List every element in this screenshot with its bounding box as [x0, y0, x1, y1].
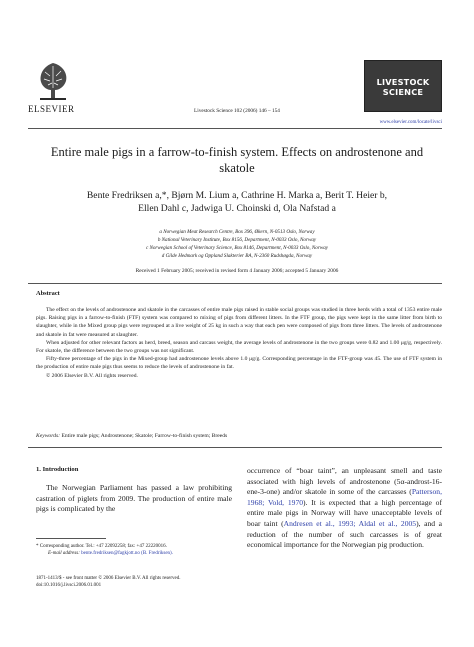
journal-brand-logo [364, 60, 442, 112]
elsevier-tree-logo [36, 60, 70, 102]
footnote-corresponding: * Corresponding author. Tel.: +47 22092258; fax: +47 22220016. [36, 544, 167, 549]
keywords-list: Entire male pigs; Androstenone; Skatole; Farrow-to-finish system; Breeds [61, 433, 228, 439]
affiliation-c: c Norwegian School of Veterinary Science, Box 8146, Department, N-0033 Oslo, Norway [145, 245, 329, 252]
intro-text-a: occurrence of “boar taint”, an unpleasant smell and taste associated with high levels of androstenone (5α-androst-16-ene-3-one) and/or skatole in some of the carcasses ( [247, 466, 442, 497]
abstract-paragraph-3: Fifty-three percentage of the pigs in the Mixed-group had androstenone levels above 1.0 μg/g. Corresponding percentage in the FTF-group was 45. The use of FTF system in the production of entire male pigs thus seems to reduce the levels of androstenone in fat. [36, 356, 442, 371]
affiliations [40, 228, 434, 260]
abstract-heading: Abstract [36, 290, 60, 297]
email-label: E-mail address: [48, 551, 80, 556]
abstract-paragraph-1: The effect on the levels of androstenone and skatole in the carcasses of entire male pigs raised in stable social groups was studied in three herds with a total of 1353 entire male pigs. Raising pigs in a farrow-to-finish (FTF) system was compared to mixing of pigs from different litters. In the FTF group, the pigs were kept in the same litter from birth to slaughter, while in the Mixed group pigs were regrouped at a live weight of 25 kg in such a way that each pen were composed of pigs from three litters. The levels of androstenone and skatole in fat were measured at slaughter. [36, 307, 442, 338]
publisher-name: ELSEVIER [28, 104, 75, 114]
issn-line: 1871-1413/$ - see front matter © 2006 Elsevier B.V. All rights reserved. [36, 576, 181, 581]
citation-link-patterson-vold[interactable]: Patterson, 1968; Vold, 1970 [247, 487, 442, 507]
journal-brand-text: LIVESTOCK SCIENCE [376, 77, 430, 97]
corresponding-author-footnote [36, 543, 236, 557]
footnote-rule [36, 538, 106, 539]
affiliation-a: a Norwegian Meat Research Centre, Box 396, Økern, N-0513 Oslo, Norway [159, 229, 315, 235]
journal-citation: Livestock Science 102 (2006) 146 – 154 [194, 108, 280, 114]
received-dates: Received 1 February 2005; received in revised form 4 January 2006; accepted 5 January 2006 [135, 268, 339, 274]
intro-text-c: ), and a reduction of the number of such carcasses is of great economical importance for the Norwegian pig production. [247, 518, 442, 550]
abstract-paragraph-2: When adjusted for other relevant factors as herd, breed, season and carcass weight, the average levels of androstenone in the two groups were 0.82 and 1.00 μg/g, respectively. For skatole, the difference between the two groups was not significant. [36, 339, 442, 355]
article-title: Entire male pigs in a farrow-to-finish system. Effects on androstenone and skatole [50, 145, 424, 175]
header-rule [28, 128, 442, 129]
affiliation-d: d Gilde Hedmark og Oppland Slakterier BA, N-2360 Rudshøgda, Norway [161, 253, 313, 260]
affiliation-b: b National Veterinary Institute, Box 8156, Department, N-0033 Oslo, Norway [157, 237, 317, 244]
keywords-line [36, 432, 442, 440]
email-link[interactable]: bente.fredriksen@fagkjott.no (B. Fredriksen). [81, 551, 173, 556]
keywords-label: Keywords: [36, 433, 61, 439]
abstract-copyright: © 2006 Elsevier B.V. All rights reserved. [46, 372, 138, 379]
footnote-email-line [36, 550, 236, 557]
doi-line: doi:10.1016/j.livsci.2006.01.001 [36, 583, 102, 588]
journal-homepage-link[interactable]: www.elsevier.com/locate/livsci [379, 120, 442, 125]
keywords-rule [28, 447, 442, 448]
author-list [30, 190, 444, 215]
intro-right-column [247, 466, 442, 551]
authors-line-2: Ellen Dahl c, Jadwiga U. Choinski d, Ola Nafstad a [138, 202, 336, 214]
abstract-top-rule [28, 283, 442, 284]
intro-left-column: The Norwegian Parliament has passed a law prohibiting castration of piglets from 2009. The production of entire male pigs is complicated by the [36, 483, 232, 514]
section-heading-introduction: 1. Introduction [36, 466, 79, 473]
authors-line-1: Bente Fredriksen a,*, Bjørn M. Lium a, Cathrine H. Marka a, Berit T. Heier b, [86, 190, 388, 201]
issn-block [36, 575, 236, 589]
intro-text-b: ). It is expected that a high percentage of entire male pigs in Norway will have unacceptable levels of boar taint ( [247, 497, 442, 528]
citation-link-andresen-aldal[interactable]: Andresen et al., 1993; Aldal et al., 2005 [283, 518, 417, 528]
abstract-body [36, 306, 442, 380]
